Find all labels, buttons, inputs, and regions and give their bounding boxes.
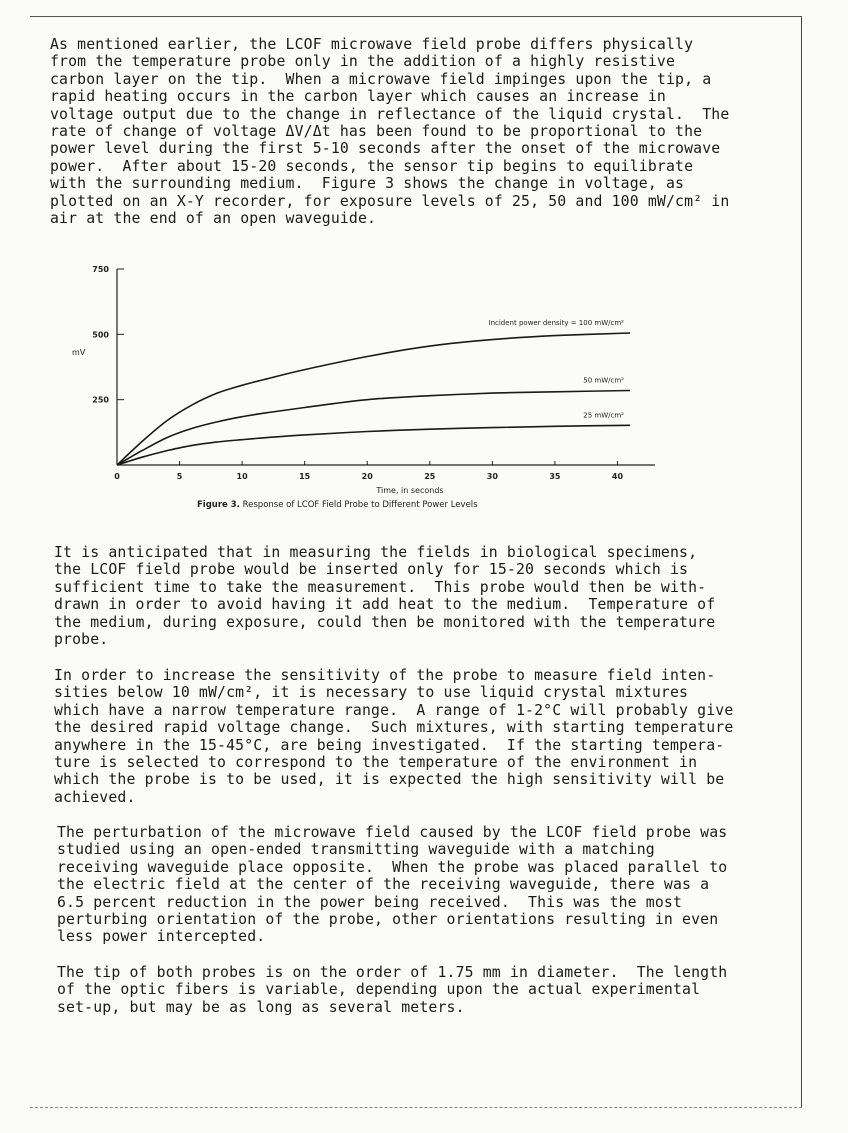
- chart-ticks: [92, 265, 623, 481]
- series-label-2: 50 mW/cm²: [583, 376, 624, 385]
- figure-3-chart: [60, 255, 670, 517]
- page-border-bottom: [30, 1107, 802, 1108]
- paragraph-sensitivity: In order to increase the sensitivity of the probe to measure field inten- sities below 10 mW/cm², it is necessary to use liquid crystal mixtures which have a narrow temperature range. A range of 1-2°C will probably give the desired rapid voltage change. Such mixtures, with starting temperature anywhere in the 15-45°C, are being investigated. If the starting tempera- ture is selected to correspond to the temperature of the environment in which the probe is to be used, it is expected the high sensitivity will be achieved.: [54, 667, 734, 806]
- x-axis-label: Time, in seconds: [376, 486, 444, 495]
- figure-caption-text: Response of LCOF Field Probe to Different Power Levels: [242, 500, 478, 510]
- x-tick-label: 5: [176, 472, 183, 481]
- paragraph-probe-dimensions: The tip of both probes is on the order of 1.75 mm in diameter. The length of the optic fibers is variable, depending upon the actual experimental set-up, but may be as long as several meters.: [57, 964, 728, 1016]
- series-label-1: Incident power density = 100 mW/cm²: [488, 319, 624, 328]
- series-line-3: [117, 425, 630, 465]
- figure-caption-label: Figure 3.: [197, 500, 240, 510]
- x-tick-label: 40: [611, 472, 624, 481]
- series-line-2: [117, 391, 630, 466]
- chart-axes: [117, 269, 655, 465]
- paragraph-field-perturbation: The perturbation of the microwave field caused by the LCOF field probe was studied using an open-ended transmitting waveguide with a matching receiving waveguide place opposite. When the probe was placed parallel to the electric field at the center of the receiving waveguide, there was a 6.5 percent reduction in the power being received. This was the most perturbing orientation of the probe, other orientations resulting in even less power intercepted.: [57, 824, 728, 946]
- x-tick-label: 35: [549, 472, 561, 481]
- x-tick-label: 15: [299, 472, 311, 481]
- page-border-right: [801, 16, 802, 1108]
- x-tick-label: 30: [486, 472, 498, 481]
- x-tick-label: 20: [361, 472, 373, 481]
- paragraph-measurement-procedure: It is anticipated that in measuring the fields in biological specimens, the LCOF field probe would be inserted only for 15-20 seconds which is sufficient time to take the measurement. This probe would then be with- drawn in order to avoid having it add heat to the medium. Temperature of the medium, during exposure, could then be monitored with the temperature probe.: [54, 544, 716, 649]
- page-border-top: [30, 16, 802, 17]
- chart-series: [117, 333, 630, 465]
- y-tick-label: 250: [92, 395, 109, 405]
- y-tick-label: 750: [92, 265, 109, 274]
- x-tick-label: 25: [424, 472, 436, 481]
- x-tick-label: 0: [114, 472, 120, 481]
- y-tick-label: 500: [92, 330, 109, 340]
- y-axis-label: mV: [72, 348, 86, 357]
- series-label-3: 25 mW/cm²: [583, 411, 624, 420]
- figure-caption: [197, 500, 478, 510]
- paragraph-lcof-field-probe-description: As mentioned earlier, the LCOF microwave field probe differs physically from the temperature probe only in the addition of a highly resistive carbon layer on the tip. When a microwave field impinges upon the tip, a rapid heating occurs in the carbon layer which causes an increase in voltage output due to the change in reflectance of the liquid crystal. The rate of change of voltage ΔV/Δt has been found to be proportional to the power level during the first 5-10 seconds after the onset of the microwave power. After about 15-20 seconds, the sensor tip begins to equilibrate with the surrounding medium. Figure 3 shows the change in voltage, as plotted on an X-Y recorder, for exposure levels of 25, 50 and 100 mW/cm² in air at the end of an open waveguide.: [50, 36, 730, 228]
- x-tick-label: 10: [236, 472, 248, 481]
